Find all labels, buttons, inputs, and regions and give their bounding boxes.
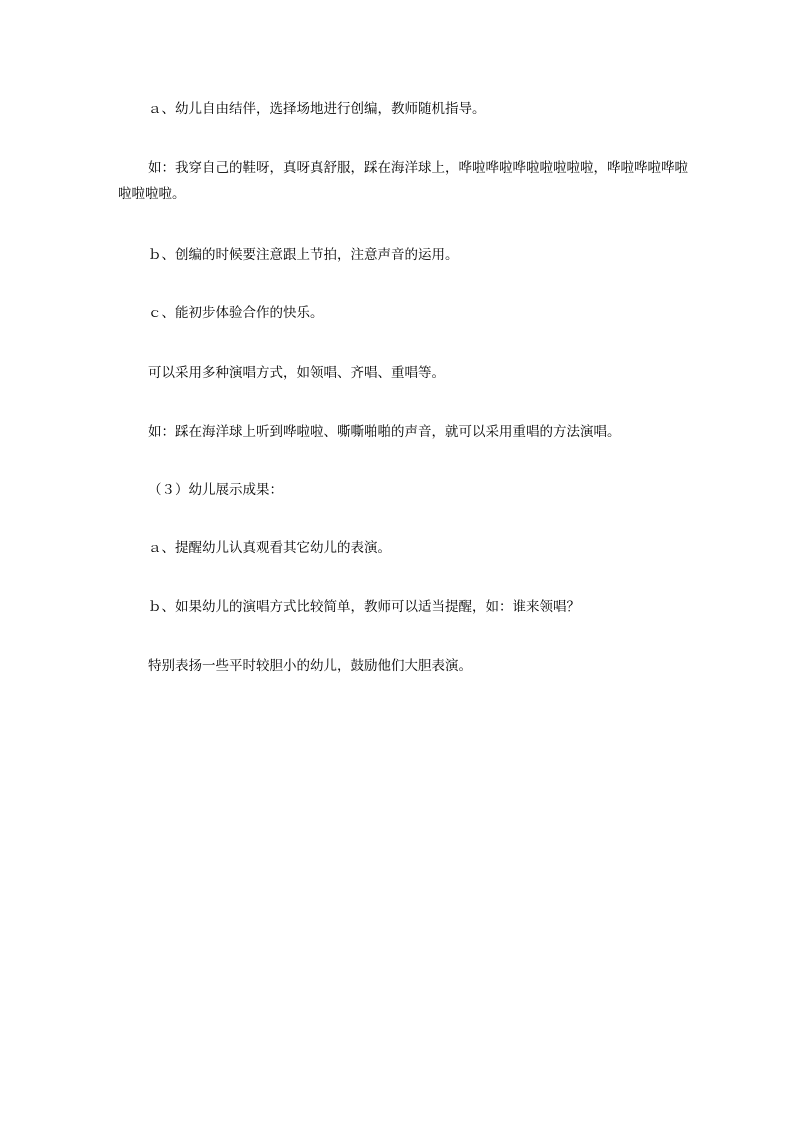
paragraph-c-cooperation: ｃ、能初步体验合作的快乐。 <box>148 305 324 321</box>
paragraph-a-free-pairing: ａ、幼儿自由结伴，选择场地进行创编，教师随机指导。 <box>148 101 486 117</box>
paragraph-example-shoes: 如：我穿自己的鞋呀，真呀真舒服，踩在海洋球上，哗啦哗啦哗啦啦啦啦啦，哗啦哗啦哗啦啦啦啦啦。 <box>118 160 688 202</box>
paragraph-b-rhythm: ｂ、创编的时候要注意跟上节拍，注意声音的运用。 <box>148 247 459 263</box>
paragraph-b-teacher-hint: ｂ、如果幼儿的演唱方式比较简单，教师可以适当提醒，如：谁来领唱？ <box>148 599 580 615</box>
paragraph-praise-shy-children: 特别表扬一些平时较胆小的幼儿，鼓励他们大胆表演。 <box>148 658 472 674</box>
section-heading-show-results: （３）幼儿展示成果： <box>148 482 283 498</box>
paragraph-example-ocean-balls: 如：踩在海洋球上听到哗啦啦、嘶嘶啪啪的声音，就可以采用重唱的方法演唱。 <box>148 424 621 440</box>
paragraph-singing-methods: 可以采用多种演唱方式，如领唱、齐唱、重唱等。 <box>148 365 445 381</box>
paragraph-a-watch-performance: ａ、提醒幼儿认真观看其它幼儿的表演。 <box>148 540 391 556</box>
